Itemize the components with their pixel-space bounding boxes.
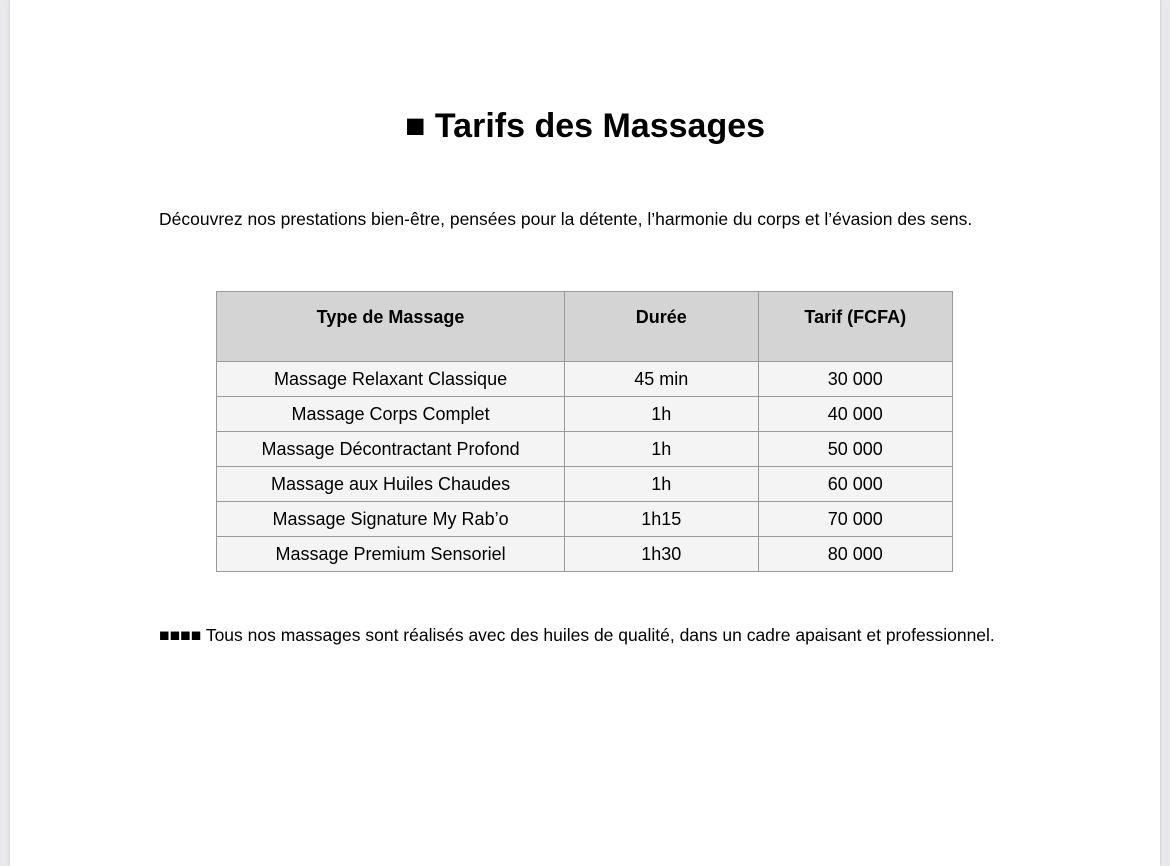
cell-tarif: 30 000 [758,362,952,397]
table-row [217,397,953,432]
cell-duree: 1h [565,467,758,502]
header-type: Type de Massage [217,292,565,362]
price-table [216,291,953,572]
cell-tarif: 60 000 [758,467,952,502]
cell-tarif: 40 000 [758,397,952,432]
cell-tarif: 80 000 [758,537,952,572]
cell-duree: 45 min [565,362,758,397]
page-title: ■ Tarifs des Massages [404,107,766,145]
table-row [217,502,953,537]
cell-type: Massage aux Huiles Chaudes [217,467,565,502]
header-duree: Durée [565,292,758,362]
table-row [217,467,953,502]
table-row [217,432,953,467]
cell-type: Massage Signature My Rab’o [217,502,565,537]
cell-duree: 1h30 [565,537,758,572]
table-header-row [217,292,953,362]
cell-duree: 1h15 [565,502,758,537]
table-row [217,362,953,397]
cell-duree: 1h [565,432,758,467]
cell-type: Massage Décontractant Profond [217,432,565,467]
cell-type: Massage Premium Sensoriel [217,537,565,572]
cell-type: Massage Corps Complet [217,397,565,432]
table-row [217,537,953,572]
footer-note: ■■■■ Tous nos massages sont réalisés avec des huiles de qualité, dans un cadre apaisant et professionnel. [159,625,995,645]
header-tarif: Tarif (FCFA) [758,292,952,362]
document-page [10,0,1160,866]
cell-tarif: 70 000 [758,502,952,537]
cell-tarif: 50 000 [758,432,952,467]
cell-duree: 1h [565,397,758,432]
intro-paragraph: Découvrez nos prestations bien-être, pensées pour la détente, l’harmonie du corps et l’évasion des sens. [159,209,973,229]
cell-type: Massage Relaxant Classique [217,362,565,397]
